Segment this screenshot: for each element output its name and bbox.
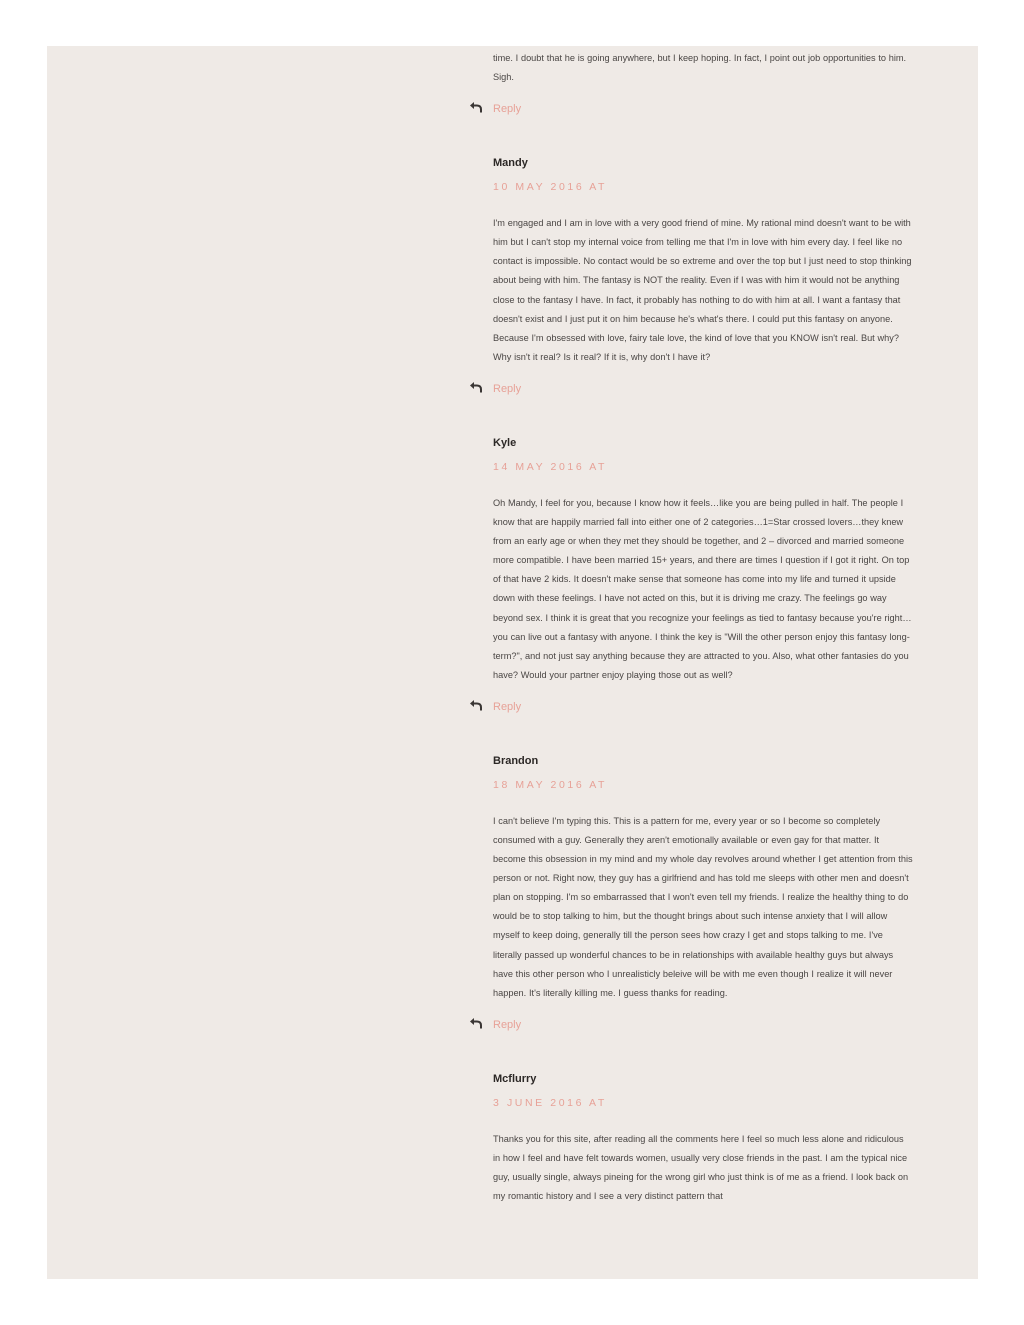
comment-kyle: [493, 435, 913, 717]
comment-author: Kyle: [493, 436, 517, 449]
comment-mcflurry: [493, 1071, 913, 1206]
comment-text: I'm engaged and I am in love with a very good friend of mine. My rational mind doesn't want to be with him but I can't stop my internal voice from telling me that I'm in love with him every day. I feel like no contact is impossible. No contact would be so extreme and over the top but I just need to stop thinking about being with him. The fantasy is NOT the reality. Even if I was with him it would not be anything close to the fantasy I have. In fact, it probably has nothing to do with him at all. I want a fantasy that doesn't exist and I just put it on him because he's what's there. I could put this fantasy on anyone. Because I'm obsessed with love, fairy tale love, the kind of love that you KNOW isn't real. But why? Why isn't it real? Is it real? If it is, why don't I have it?: [493, 218, 912, 362]
comments-panel: [47, 46, 978, 1279]
comment-date[interactable]: 14 MAY 2016 AT: [493, 460, 608, 473]
reply-link[interactable]: Reply: [493, 103, 522, 116]
comment-brandon: [493, 753, 913, 1035]
reply-link[interactable]: Reply: [493, 1018, 522, 1031]
comment-text: I can't believe I'm typing this. This is a pattern for me, every year or so I become so completely consumed with a guy. Generally they aren't emotionally available or even gay for that matter. It become this obsession in my mind and my whole day revolves around whether I get attention from this person or not. Right now, they guy has a girlfriend and has told me sleeps with other men and doesn't plan on stopping. I'm so embarrassed that I won't even tell my friends. I realize the healthy thing to do would be to stop talking to him, but the thought brings about such intense anxiety that I will allow myself to keep doing, generally till the person sees how crazy I get and stops talking to me. I've literally passed up wonderful chances to be in relationships with available healthy guys but always have this other person who I unrealisticly beleive will be with me even though I realize it will never happen. It's literally killing me. I guess thanks for reading.: [493, 815, 913, 998]
comment-text: Thanks you for this site, after reading all the comments here I feel so much less alone and ridiculous in how I feel and have felt towards women, usually very close friends in the past. I am the typical nice guy, usually single, always pineing for the wrong girl who just think is of me as a friend. I look back on my romantic history and I see a very distinct pattern that: [493, 1133, 909, 1202]
comment-mandy: [493, 155, 913, 399]
comment-partial: [493, 46, 913, 119]
comment-author: Brandon: [493, 754, 539, 767]
comment-author: Mcflurry: [493, 1072, 537, 1085]
reply-link[interactable]: Reply: [493, 382, 522, 395]
comment-date[interactable]: 3 JUNE 2016 AT: [493, 1096, 607, 1109]
comment-author: Mandy: [493, 157, 528, 170]
reply-row: [493, 99, 913, 119]
reply-link[interactable]: Reply: [493, 700, 522, 713]
reply-row: [493, 379, 913, 399]
comment-date[interactable]: 18 MAY 2016 AT: [493, 778, 608, 791]
comment-date[interactable]: 10 MAY 2016 AT: [493, 181, 608, 194]
reply-arrow-icon: [469, 381, 483, 393]
reply-arrow-icon: [469, 101, 483, 113]
comment-text: time. I doubt that he is going anywhere, but I keep hoping. In fact, I point out job opportunities to him. Sigh.: [493, 53, 907, 83]
reply-row: [493, 697, 913, 717]
comment-text: Oh Mandy, I feel for you, because I know how it feels…like you are being pulled in half. The people I know that are happily married fall into either one of 2 categories…1=Star crossed lovers…they knew from an early age or when they met they should be together, and 2 – divorced and married someone more compatible. I have been married 15+ years, and there are times I question if I got it right. On top of that have 2 kids. It doesn't make sense that someone has come into my life and turned it upside down with these feelings. I have not acted on this, but it is driving me crazy. The feelings go way beyond sex. I think it is great that you recognize your feelings as tied to fantasy because you're right…you can live out a fantasy with anyone. I think the key is "Will the other person enjoy this fantasy long-term?", and not just say anything because they are attracted to you. Also, what other fantasies do you have? Would your partner enjoy playing those out as well?: [493, 497, 912, 680]
reply-row: [493, 1015, 913, 1035]
reply-arrow-icon: [469, 699, 483, 711]
reply-arrow-icon: [469, 1017, 483, 1029]
comments-column: [493, 46, 913, 1206]
